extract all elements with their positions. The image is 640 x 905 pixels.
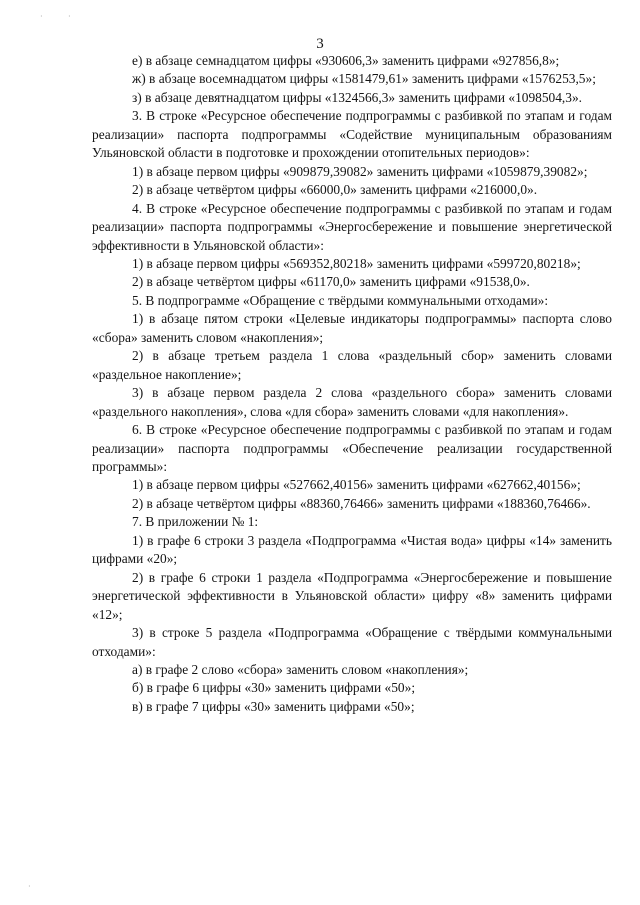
paragraph: 5. В подпрограмме «Обращение с твёрдыми коммунальными отходами»: (132, 292, 549, 308)
page-number: 3 (316, 36, 324, 52)
paragraph: б) в графе 6 цифры «30» заменить цифрами «50»; (132, 680, 416, 696)
paragraph: ж) в абзаце восемнадцатом цифры «1581479,61» заменить цифрами «1576253,5»; (132, 71, 596, 87)
paragraph: 1) в абзаце первом цифры «569352,80218» заменить цифрами «599720,80218»; (132, 255, 581, 271)
paragraph: в) в графе 7 цифры «30» заменить цифрами «50»; (132, 698, 415, 714)
paragraph: е) в абзаце семнадцатом цифры «930606,3» заменить цифрами «927856,8»; (132, 53, 560, 68)
paragraph: 1) в графе 6 строки 3 раздела «Подпрограмма «Чистая вода» цифры «14» заменить цифрами «20»; (92, 532, 612, 567)
document-body (92, 52, 612, 716)
scan-artifact: · (28, 882, 31, 891)
paragraph: 1) в абзаце первом цифры «527662,40156» заменить цифрами «627662,40156»; (132, 477, 581, 493)
paragraph: 4. В строке «Ресурсное обеспечение подпрограммы с разбивкой по этапам и годам реализации» паспорта подпрограммы «Энергосбережение и повышение энергетической эффективности в Ульяновской области»: (92, 200, 612, 253)
paragraph: 3. В строке «Ресурсное обеспечение подпрограммы с разбивкой по этапам и годам реализации» паспорта подпрограммы «Содействие муниципальным образованиям Ульяновской области в подготовке и прохождении отопительных периодов»: (92, 108, 612, 161)
paragraph: 2) в абзаце четвёртом цифры «66000,0» заменить цифрами «216000,0». (132, 182, 538, 198)
paragraph: 1) в абзаце первом цифры «909879,39082» заменить цифрами «1059879,39082»; (132, 163, 588, 179)
paragraph: 2) в абзаце четвёртом цифры «61170,0» заменить цифрами «91538,0». (132, 274, 530, 290)
paragraph: з) в абзаце девятнадцатом цифры «1324566,3» заменить цифрами «1098504,3». (132, 89, 583, 105)
paragraph: 2) в абзаце третьем раздела 1 слова «раздельный сбор» заменить словами «раздельное накопление»; (92, 348, 612, 382)
paragraph: 2) в абзаце четвёртом цифры «88360,76466» заменить цифрами «188360,76466». (132, 495, 591, 511)
paragraph: 3) в строке 5 раздела «Подпрограмма «Обращение с твёрдыми коммунальными отходами»: (92, 625, 612, 659)
scan-artifact: · (68, 12, 71, 21)
paragraph: 7. В приложении № 1: (132, 514, 259, 530)
paragraph: 1) в абзаце пятом строки «Целевые индикаторы подпрограммы» паспорта слово «сбора» заменить словом «накопления»; (92, 311, 612, 345)
paragraph: а) в графе 2 слово «сбора» заменить словом «накопления»; (132, 661, 469, 677)
scan-artifact: · (40, 12, 43, 21)
paragraph: 3) в абзаце первом раздела 2 слова «раздельного сбора» заменить словами «раздельного накопления», слова «для сбора» заменить словами «для накопления». (92, 385, 612, 419)
paragraph: 2) в графе 6 строки 1 раздела «Подпрограмма «Энергосбережение и повышение энергетической эффективности в Ульяновской области» цифру «8» заменить цифрами «12»; (92, 569, 612, 622)
paragraph: 6. В строке «Ресурсное обеспечение подпрограммы с разбивкой по этапам и годам реализации» паспорта подпрограммы «Обеспечение реализации государственной программы»: (92, 422, 612, 474)
